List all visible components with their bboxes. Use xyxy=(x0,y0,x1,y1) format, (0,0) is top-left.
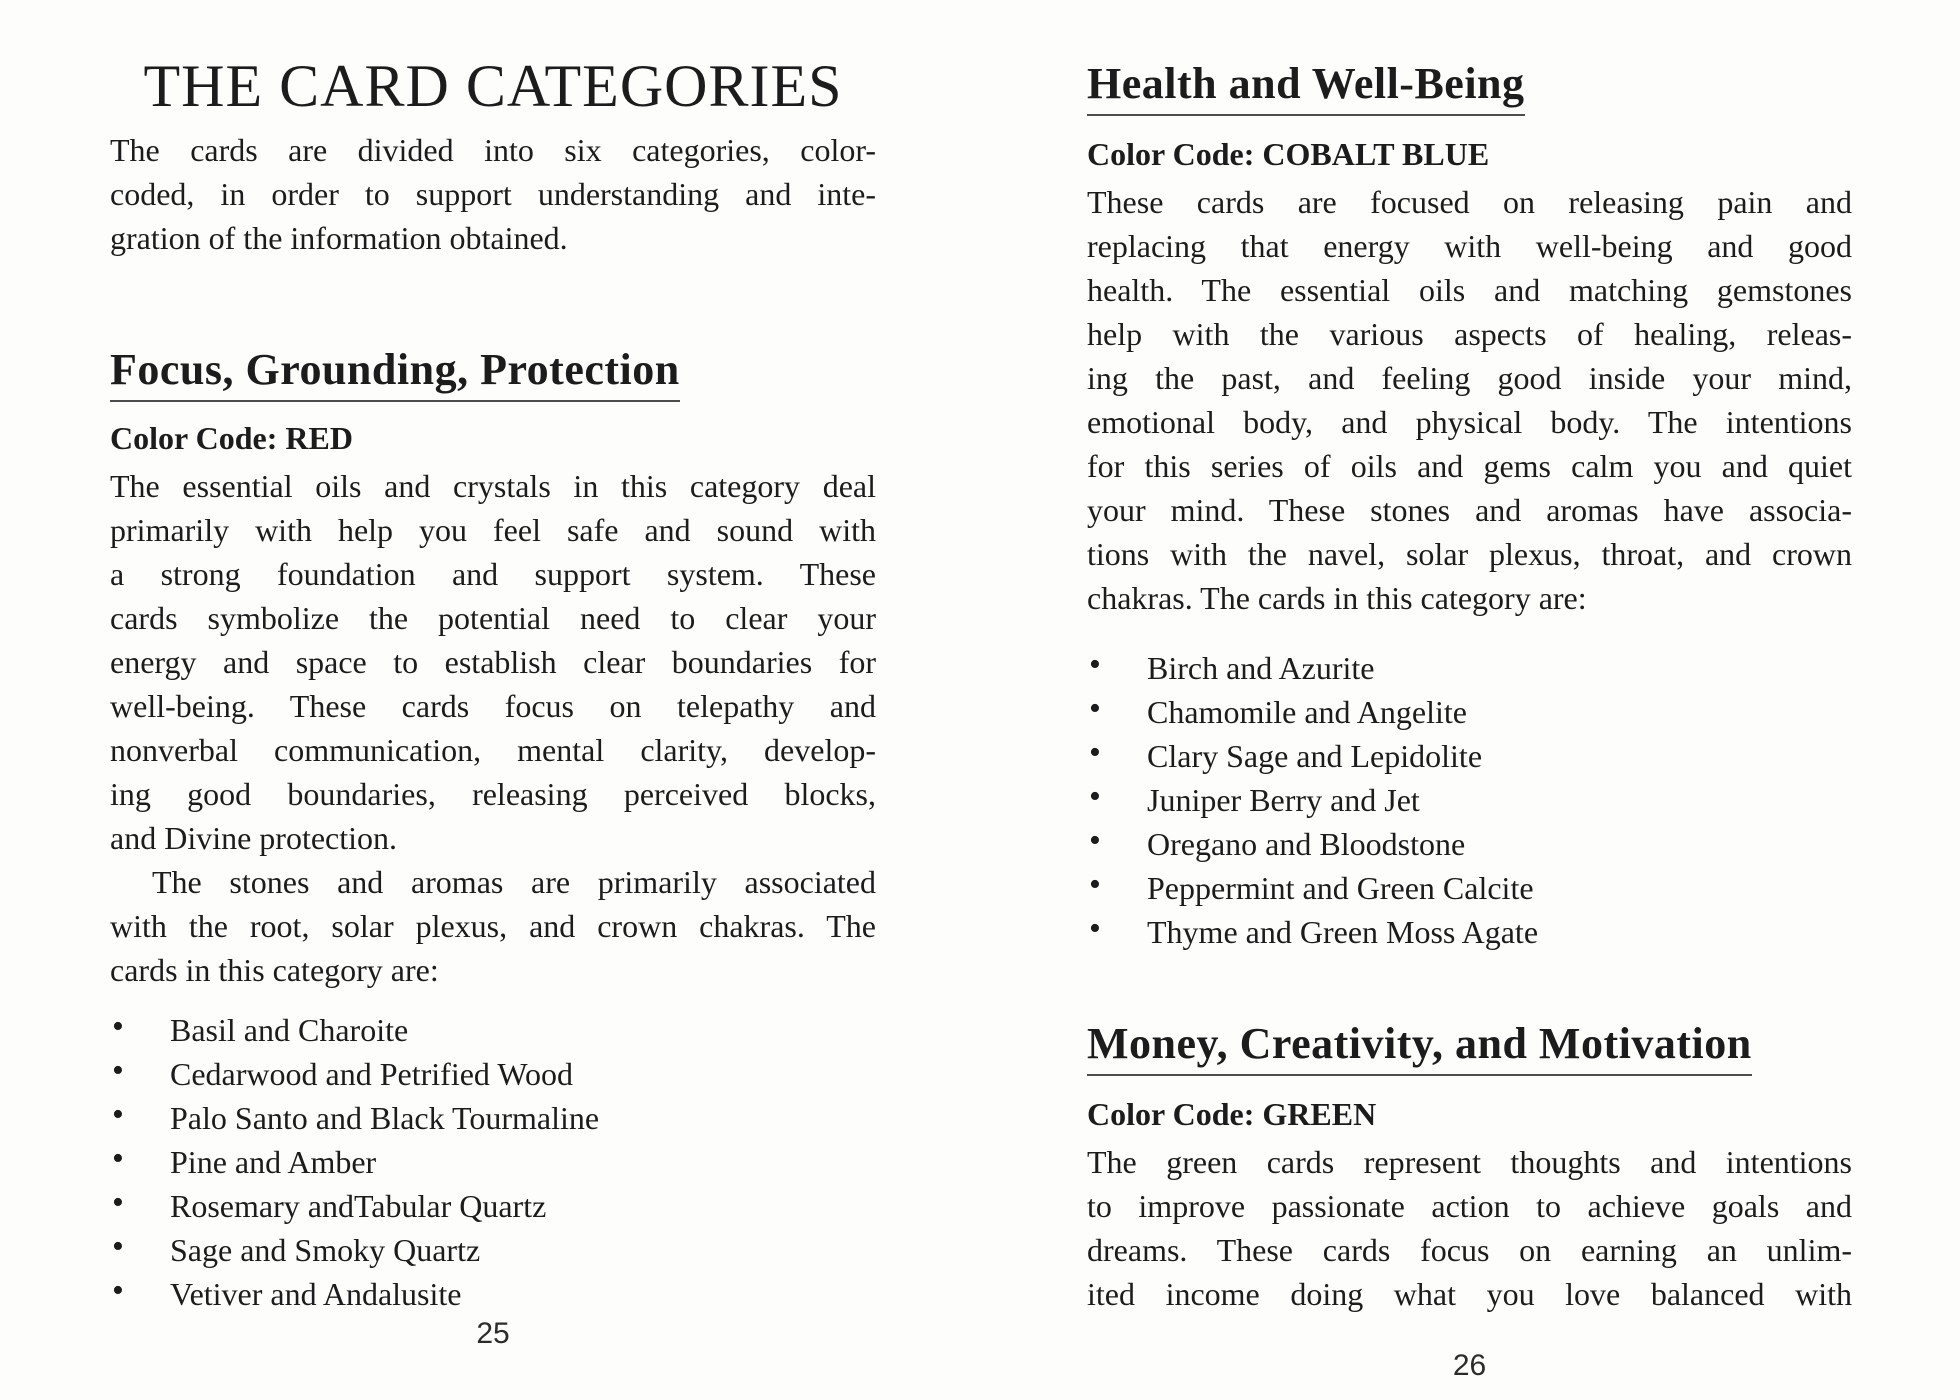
text-line: for this series of oils and gems calm you and quiet xyxy=(1087,448,1852,484)
list-item: • Peppermint and Green Calcite xyxy=(1087,866,1852,910)
list-item: • Thyme and Green Moss Agate xyxy=(1087,910,1852,954)
color-code-red-label: Color Code: RED xyxy=(110,420,353,456)
text-line: nonverbal communication, mental clarity, develop- xyxy=(110,732,876,768)
list-item: • Juniper Berry and Jet xyxy=(1087,778,1852,822)
page-25 xyxy=(110,0,876,1316)
text-line: health. The essential oils and matching gemstones xyxy=(1087,272,1852,308)
text-line: ited income doing what you love balanced with xyxy=(1087,1276,1852,1312)
text-line: cards in this category are: xyxy=(110,952,439,988)
body-paragraph-2 xyxy=(110,860,876,992)
card-list-red xyxy=(110,1008,876,1316)
text-line: replacing that energy with well-being and good xyxy=(1087,228,1852,264)
page-number-right: 26 xyxy=(1452,1349,1487,1382)
list-item: • Birch and Azurite xyxy=(1087,646,1852,690)
page-26 xyxy=(1087,0,1852,1316)
text-line: tions with the navel, solar plexus, throat, and crown xyxy=(1087,536,1852,572)
text-line: chakras. The cards in this category are: xyxy=(1087,580,1587,616)
section-heading-text: Focus, Grounding, Protection xyxy=(110,344,680,402)
text-line: your mind. These stones and aromas have associa- xyxy=(1087,492,1852,528)
text-line: and Divine protection. xyxy=(110,820,398,856)
text-line: The essential oils and crystals in this category deal xyxy=(110,468,876,504)
text-line: energy and space to establish clear boundaries for xyxy=(110,644,876,680)
list-item: • Basil and Charoite xyxy=(110,1008,876,1052)
page-title: THE CARD CATEGORIES xyxy=(143,53,843,119)
color-code-green-label: Color Code: GREEN xyxy=(1087,1096,1377,1132)
list-item: • Sage and Smoky Quartz xyxy=(110,1228,876,1272)
list-item: • Clary Sage and Lepidolite xyxy=(1087,734,1852,778)
list-item: • Pine and Amber xyxy=(110,1140,876,1184)
text-line: cards symbolize the potential need to clear your xyxy=(110,600,876,636)
body-paragraph-1 xyxy=(110,464,876,860)
page-number-left: 25 xyxy=(476,1317,510,1350)
list-item: • Vetiver and Andalusite xyxy=(110,1272,876,1316)
text-line: to improve passionate action to achieve goals and xyxy=(1087,1188,1852,1224)
text-line: gration of the information obtained. xyxy=(110,220,568,256)
intro-paragraph xyxy=(110,128,876,260)
section-heading-health-well-being xyxy=(1087,58,1852,116)
list-item: • Cedarwood and Petrified Wood xyxy=(110,1052,876,1096)
text-line: The stones and aromas are primarily associated xyxy=(152,864,876,900)
text-line: ing the past, and feeling good inside your mind, xyxy=(1087,360,1852,396)
color-code-cobalt-blue-label: Color Code: COBALT BLUE xyxy=(1087,136,1490,172)
list-item: • Oregano and Bloodstone xyxy=(1087,822,1852,866)
section-heading-focus-grounding-protection xyxy=(110,344,876,402)
text-line: a strong foundation and support system. These xyxy=(110,556,876,592)
text-line: well-being. These cards focus on telepathy and xyxy=(110,688,876,724)
text-line: The cards are divided into six categories, color- xyxy=(110,132,876,168)
text-line: help with the various aspects of healing, releas- xyxy=(1087,316,1852,352)
card-list-cobalt-blue xyxy=(1087,646,1852,954)
list-item: • Rosemary andTabular Quartz xyxy=(110,1184,876,1228)
list-item: • Chamomile and Angelite xyxy=(1087,690,1852,734)
text-line: coded, in order to support understanding and inte- xyxy=(110,176,876,212)
text-line: primarily with help you feel safe and sound with xyxy=(110,512,876,548)
text-line: These cards are focused on releasing pain and xyxy=(1087,184,1852,220)
text-line: ing good boundaries, releasing perceived blocks, xyxy=(110,776,876,812)
section-heading-text: Health and Well-Being xyxy=(1087,58,1525,116)
body-paragraph-health xyxy=(1087,180,1852,620)
text-line: The green cards represent thoughts and intentions xyxy=(1087,1144,1852,1180)
list-item: • Palo Santo and Black Tourmaline xyxy=(110,1096,876,1140)
text-line: with the root, solar plexus, and crown chakras. The xyxy=(110,908,876,944)
text-line: dreams. These cards focus on earning an unlim- xyxy=(1087,1232,1852,1268)
body-paragraph-money xyxy=(1087,1140,1852,1316)
section-heading-text: Money, Creativity, and Motivation xyxy=(1087,1018,1752,1076)
text-line: emotional body, and physical body. The intentions xyxy=(1087,404,1852,440)
section-heading-money-creativity-motivation xyxy=(1087,1018,1852,1076)
